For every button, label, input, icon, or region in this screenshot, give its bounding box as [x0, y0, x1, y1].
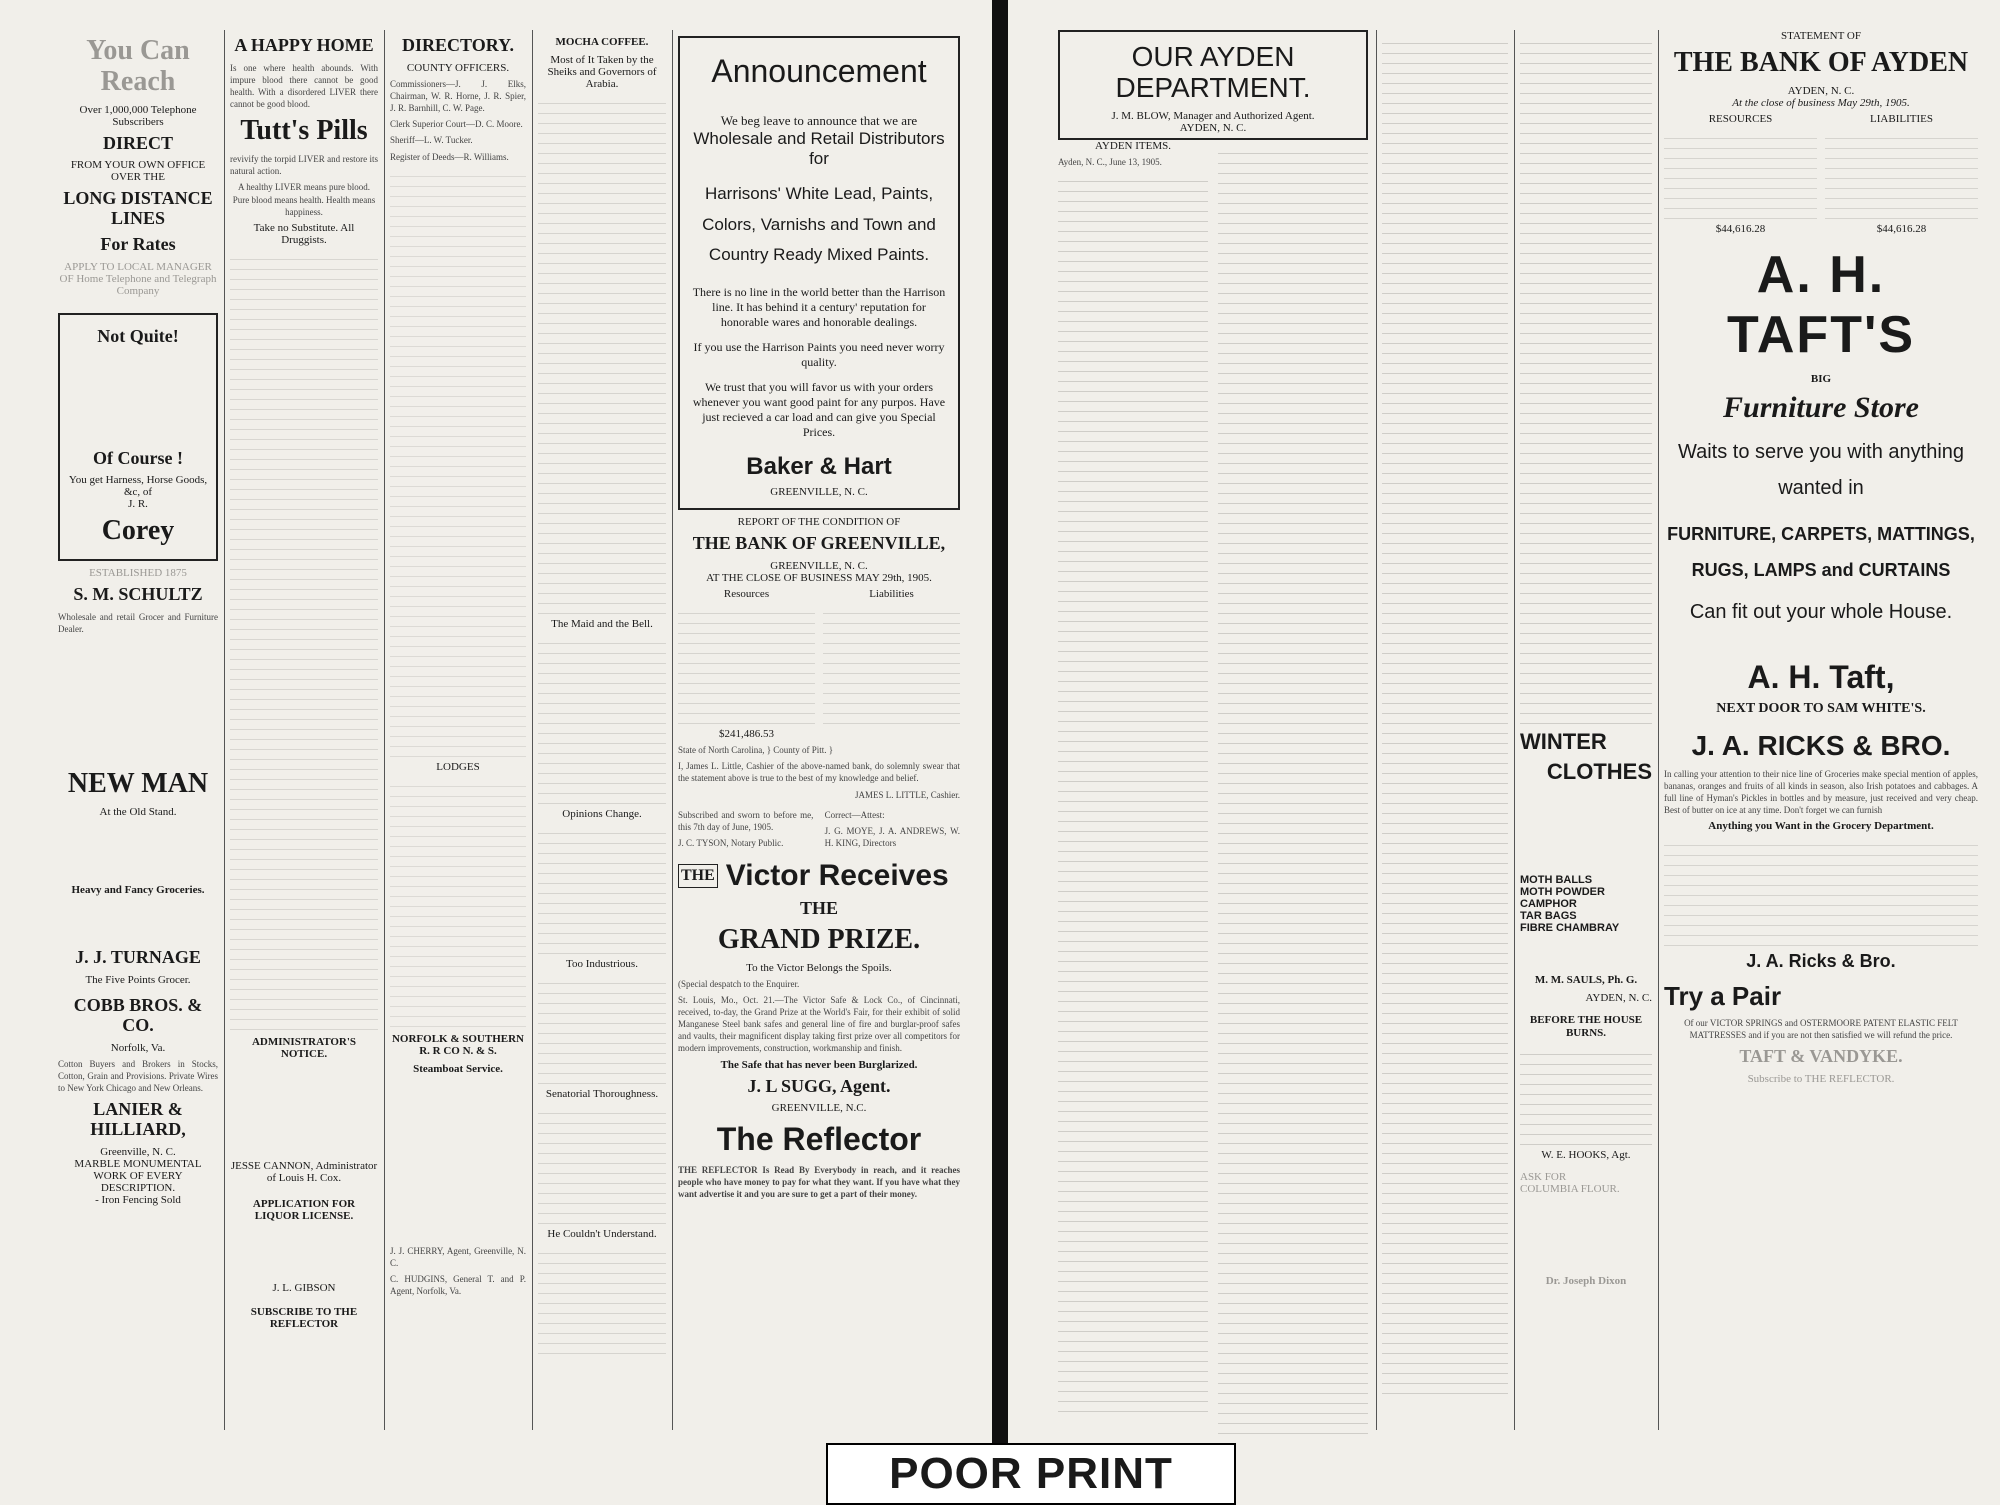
bank-total: $241,486.53	[719, 728, 774, 741]
old-stand-text: At the Old Stand.	[99, 806, 177, 819]
left-column-2	[230, 30, 378, 1330]
liquor-license-heading: APPLICATION FOR LIQUOR LICENSE.	[252, 1198, 356, 1223]
iron-fencing-text: - Iron Fencing Sold	[95, 1193, 181, 1206]
state-county-text: State of North Carolina, } County of Pitt. }	[678, 745, 834, 756]
bank-statement-table	[678, 588, 960, 740]
liabilities-heading: Liabilities	[869, 588, 914, 601]
admin-notice-heading: ADMINISTRATOR'S NOTICE.	[251, 1035, 357, 1060]
big-text: BIG	[1810, 372, 1832, 385]
right-column-2	[1382, 30, 1508, 1398]
maid-article-text	[538, 634, 666, 804]
happy-home-heading: A HAPPY HOME	[234, 35, 374, 55]
notary-signature: J. C. TYSON, Notary Public.	[678, 838, 784, 848]
telephone-subscribers: Over 1,000,000 Telephone Subscribers	[79, 103, 197, 128]
mocha-subheading: Most of It Taken by the Sheiks and Governors of Arabia.	[547, 54, 657, 91]
liquor-signature: J. L. GIBSON	[272, 1282, 336, 1295]
lodges-listing-text	[390, 777, 526, 1027]
ayden-manager-text: J. M. BLOW, Manager and Authorized Agent.	[1111, 109, 1315, 122]
own-office-text: FROM YOUR OWN OFFICE	[70, 159, 206, 172]
schultz-heading: S. M. SCHULTZ	[73, 584, 203, 605]
ricks-body-text: In calling your attention to their nice line of Groceries make special mention of apples, bananas, oranges and fruits of all kinds in season, also Irish potatoes and cabbages. A full line of Hyman's Pickles in bottles and by measure, just received and very cheap. Best of butter on ice at any time. Don't forget we can furnish	[1664, 768, 1978, 816]
mocha-article-text	[538, 94, 666, 614]
cobb-body-text: Cotton Buyers and Brokers in Stocks, Cotton, Grain and Provisions. Private Wires to New York Chicago and New Orleans.	[58, 1058, 218, 1093]
insurance-body-text	[1520, 1045, 1652, 1145]
reflector-heading: The Reflector	[716, 1121, 922, 1158]
bank-ayden-city: AYDEN, N. C.	[1787, 84, 1855, 97]
directors-block	[825, 805, 960, 853]
baker-hart-city: GREENVILLE, N. C.	[770, 486, 868, 499]
left-column-4	[538, 30, 666, 1358]
ricks-detail-text	[1664, 836, 1978, 946]
tar-bags-item: TAR BAGS	[1520, 910, 1577, 923]
cherry-agent-text: J. J. CHERRY, Agent, Greenville, N. C.	[390, 1245, 526, 1269]
liquor-license-body	[230, 1228, 378, 1278]
lanier-heading: LANIER & HILLIARD,	[90, 1098, 186, 1139]
lanier-city: Greenville, N. C.	[100, 1145, 176, 1158]
next-door-text: NEXT DOOR TO SAM WHITE'S.	[1716, 700, 1926, 716]
harrison-line-text: There is no line in the world better than the Harrison line. It has behind it a century' reputation for honorable wares and honorable dealings.	[692, 284, 946, 329]
taft-name-heading: A. H. Taft,	[1747, 658, 1895, 695]
subscribe-reflector-footer: SUBSCRIBE TO THE REFLECTOR	[250, 1306, 358, 1331]
ayden-resources-heading: RESOURCES	[1708, 112, 1773, 125]
harrison-quality-text: If you use the Harrison Paints you need never worry quality.	[693, 339, 945, 369]
wholesale-text: Wholesale and Retail Distributors for	[693, 129, 945, 169]
victor-body-text: St. Louis, Mo., Oct. 21.—The Victor Safe & Lock Co., of Cincinnati, received, to-day, the Grand Prize at the World's Fair, for their exhibit of solid Manganese Steel bank safes and general line of fire and burglar-proof safes and vaults, their magnificent display taking first prize over all competitors for modern improvements, construction, workmanship and finish.	[678, 994, 960, 1054]
not-quite-heading: Not Quite!	[97, 325, 179, 346]
faded-notice-text	[230, 250, 378, 1030]
report-heading: REPORT OF THE CONDITION OF	[737, 516, 901, 529]
ayden-total-left: $44,616.28	[1715, 222, 1766, 235]
taft-heading: A. H. TAFT'S	[1726, 245, 1916, 364]
column-divider	[1514, 30, 1515, 1430]
industrious-article-text	[538, 974, 666, 1084]
cashier-signature: JAMES L. LITTLE, Cashier.	[855, 789, 960, 800]
ayden-department-box	[1058, 30, 1368, 140]
established-year: ESTABLISHED 1875	[89, 567, 187, 580]
norfolk-southern-heading: NORFOLK & SOUTHERN R. R CO N. & S.	[391, 1032, 524, 1057]
direct-heading: DIRECT	[102, 132, 173, 153]
corey-name: Corey	[101, 515, 175, 547]
senatorial-article-text	[538, 1104, 666, 1224]
resources-heading: Resources	[723, 588, 770, 601]
ayden-liabilities-heading: LIABILITIES	[1870, 112, 1933, 125]
liabilities-rows	[823, 604, 960, 724]
special-despatch-text: (Special despatch to the Enquirer.	[678, 978, 800, 989]
baker-hart-heading: Baker & Hart	[746, 452, 892, 480]
bank-liabilities-column	[823, 588, 960, 740]
hooks-agent-text: W. E. HOOKS, Agt.	[1541, 1148, 1631, 1161]
ayden-liabilities-column	[1825, 113, 1978, 235]
mocha-coffee-heading: MOCHA COFFEE.	[555, 36, 649, 48]
commissioners-text: Commissioners—J. J. Elks, Chairman, W. R. Horne, J. R. Spier, J. R. Barnhill, C. W. Page.	[390, 78, 526, 114]
taft-vandyke-heading: TAFT & VANDYKE.	[1739, 1046, 1903, 1067]
bank-resources-column	[678, 588, 815, 740]
close-of-business-text: AT THE CLOSE OF BUSINESS MAY 29th, 1905.	[706, 572, 932, 585]
schultz-subtitle: Wholesale and retail Grocer and Furniture Dealer.	[58, 611, 218, 635]
waits-text: Waits to serve you with anything wanted in	[1677, 440, 1965, 499]
ayden-items-text	[1058, 172, 1208, 1412]
ask-for-text: ASK FOR	[1520, 1170, 1567, 1183]
no-substitute-text: Take no Substitute. All Druggists.	[253, 221, 355, 246]
senatorial-heading: Senatorial Thoroughness.	[545, 1088, 659, 1101]
directory-heading: DIRECTORY.	[402, 35, 514, 55]
try-pair-heading: Try a Pair	[1664, 981, 1782, 1012]
healthy-liver-text: A healthy LIVER means pure blood. Pure blood means health. Health means happiness.	[232, 182, 376, 217]
tutts-text: revivify the torpid LIVER and restore its natural action.	[230, 154, 378, 177]
dixon-heading: Dr. Joseph Dixon	[1545, 1274, 1627, 1287]
of-course-heading: Of Course !	[93, 447, 183, 468]
subscribed-text: Subscribed and sworn to before me, this 7th day of June, 1905.	[678, 809, 814, 832]
left-column-3	[390, 30, 526, 1301]
victor-the-label: THE	[678, 864, 718, 888]
winter-heading: WINTER	[1520, 729, 1607, 754]
furniture-list-text: FURNITURE, CARPETS, MATTINGS, RUGS, LAMPS and CURTAINS	[1667, 523, 1975, 580]
clerk-text: Clerk Superior Court—D. C. Moore.	[390, 119, 523, 130]
local-notices-text-2	[1520, 34, 1652, 724]
never-burglarized-text: The Safe that has never been Burglarized.	[720, 1058, 918, 1071]
tutts-pills-heading: Tutt's Pills	[240, 115, 368, 147]
bank-greenville-heading: THE BANK OF GREENVILLE,	[692, 533, 946, 554]
sheriff-text: Sheriff—L. W. Tucker.	[390, 135, 473, 146]
moth-powder-item: MOTH POWDER	[1520, 886, 1605, 899]
victor-receives-heading: Victor Receives	[725, 859, 949, 893]
right-column-1	[1058, 30, 1368, 1438]
turnage-heading: J. J. TURNAGE	[75, 947, 201, 968]
register-text: Register of Deeds—R. Williams.	[390, 151, 509, 162]
understand-article-text	[538, 1244, 666, 1354]
ricks-signature: J. A. Ricks & Bro.	[1746, 951, 1896, 972]
lanier-body-text: MARBLE MONUMENTAL WORK OF EVERY DESCRIPTION.	[74, 1157, 202, 1194]
before-house-burns-heading: BEFORE THE HOUSE BURNS.	[1529, 1014, 1643, 1039]
furniture-store-heading: Furniture Store	[1723, 390, 1919, 424]
county-officers-heading: COUNTY OFFICERS.	[406, 61, 510, 74]
sugg-agent-heading: J. L SUGG, Agent.	[747, 1075, 891, 1096]
announcement-heading: Announcement	[711, 53, 927, 89]
cobb-heading: COBB BROS. & CO.	[73, 994, 203, 1035]
reflector-body-text: THE REFLECTOR Is Read By Everybody in reach, and it reaches people who have money to pay for what they want. If you have what they want advertise it and you are sure to get a part of their money.	[678, 1164, 960, 1199]
ayden-dept-city: AYDEN, N. C.	[1179, 121, 1247, 134]
directors-names: J. G. MOYE, J. A. ANDREWS, W. H. KING, Directors	[824, 825, 960, 848]
column-divider	[384, 30, 385, 1430]
left-column-5	[678, 30, 960, 1204]
columbia-flour-text: COLUMBIA FLOUR.	[1520, 1182, 1620, 1195]
resources-rows	[678, 604, 815, 724]
grand-prize-heading: GRAND PRIZE.	[717, 923, 921, 955]
camphor-item: CAMPHOR	[1520, 898, 1577, 911]
announcement-text: We beg leave to announce that we are	[720, 113, 918, 129]
ayden-liabilities-rows	[1825, 129, 1978, 219]
bank-ayden-heading: THE BANK OF AYDEN	[1673, 47, 1969, 78]
poor-print-label: POOR PRINT	[826, 1443, 1236, 1505]
lodges-heading: LODGES	[436, 760, 480, 773]
right-column-3	[1520, 30, 1652, 1293]
anything-grocery-text: Anything you Want in the Grocery Department.	[1708, 820, 1934, 833]
column-divider	[532, 30, 533, 1430]
too-industrious-heading: Too Industrious.	[566, 958, 638, 971]
ayden-resources-rows	[1664, 129, 1817, 219]
cashier-oath-text: I, James L. Little, Cashier of the above-named bank, do solemnly swear that the statement above is true to the best of my knowledge and belief.	[678, 761, 960, 784]
try-pair-body: Of our VICTOR SPRINGS and OSTERMOORE PATENT ELASTIC FELT MATTRESSES and if you are not then satisfied we will refund the price.	[1684, 1017, 1958, 1040]
opinions-article-text	[538, 824, 666, 954]
telephone-headline: You Can Reach	[86, 35, 190, 97]
ayden-items-columns	[1058, 140, 1368, 1438]
can-fit-text: Can fit out your whole House.	[1689, 600, 1953, 623]
hudgins-agent-text: C. HUDGINS, General T. and P. Agent, Norfolk, Va.	[390, 1274, 526, 1297]
ayden-department-heading: OUR AYDEN DEPARTMENT.	[1115, 41, 1311, 103]
couldnt-understand-heading: He Couldn't Understand.	[547, 1228, 657, 1241]
new-man-heading: NEW MAN	[67, 768, 209, 800]
ayden-resources-column	[1664, 113, 1817, 235]
ayden-items-heading: AYDEN ITEMS.	[1095, 139, 1171, 152]
sauls-city: AYDEN, N. C.	[1585, 992, 1652, 1005]
statement-of-heading: STATEMENT OF	[1781, 30, 1861, 42]
notary-block	[678, 805, 813, 853]
ayden-items-text-continued	[1218, 144, 1368, 1434]
steamboat-schedule-text	[390, 1081, 526, 1241]
attestation-block	[678, 805, 960, 853]
right-newspaper-page	[1008, 0, 2000, 1505]
flour-body-text	[1520, 1199, 1652, 1269]
maid-bell-heading: The Maid and the Bell.	[551, 618, 653, 631]
announcement-advert	[678, 36, 960, 510]
fibre-chambray-item: FIBRE CHAMBRAY	[1520, 922, 1620, 935]
subscribe-reflector-footer-right: Subscribe to THE REFLECTOR.	[1747, 1072, 1895, 1085]
corey-advert	[58, 313, 218, 561]
column-divider	[224, 30, 225, 1430]
left-newspaper-page	[0, 0, 992, 1505]
sugg-city: GREENVILLE, N.C.	[771, 1102, 867, 1115]
cobb-city: Norfolk, Va.	[110, 1041, 166, 1054]
to-victor-text: To the Victor Belongs the Spoils.	[746, 961, 892, 974]
left-column-1	[58, 30, 218, 1206]
ayden-items-right	[1218, 140, 1368, 1438]
ayden-dateline: Ayden, N. C., June 13, 1905.	[1058, 156, 1162, 167]
moth-balls-item: MOTH BALLS	[1520, 874, 1593, 887]
schultz-body-text	[58, 639, 218, 749]
long-distance-heading: LONG DISTANCE LINES	[63, 188, 213, 229]
heavy-fancy-heading: Heavy and Fancy Groceries.	[71, 884, 205, 897]
correct-attest-text: Correct—Attest:	[824, 809, 885, 820]
opinions-heading: Opinions Change.	[562, 808, 642, 821]
directory-listing-text	[390, 167, 526, 757]
sauls-body-text	[1520, 938, 1652, 968]
corey-initials: J. R.	[128, 498, 148, 511]
for-rates-heading: For Rates	[100, 233, 176, 254]
corey-filler-text	[66, 353, 210, 443]
steamboat-heading: Steamboat Service.	[413, 1062, 503, 1075]
victor-headline-row	[678, 859, 960, 893]
ayden-total-right: $44,616.28	[1876, 222, 1927, 235]
turnage-subtitle: The Five Points Grocer.	[85, 973, 191, 986]
sauls-heading: M. M. SAULS, Ph. G.	[1534, 974, 1638, 987]
ayden-items-left	[1058, 140, 1208, 1438]
clothes-heading: CLOTHES	[1546, 759, 1652, 785]
local-notices-text	[1382, 34, 1508, 1394]
grand-prize-the: THE	[799, 898, 838, 919]
happy-home-text: Is one where health abounds. With impure blood there cannot be good health. With a disordered LIVER there cannot be good blood.	[230, 62, 378, 110]
favor-orders-text: We trust that you will favor us with your orders whenever you want good paint for any purpos. Have just recieved a car load and can give you Special Prices.	[692, 379, 946, 439]
harness-text: You get Harness, Horse Goods, &c, of	[68, 474, 208, 499]
column-divider	[1658, 30, 1659, 1430]
right-column-4	[1664, 30, 1978, 1085]
bank-greenville-city: GREENVILLE, N. C.	[770, 560, 868, 573]
winter-clothes-body	[1520, 790, 1652, 870]
new-man-body-text	[58, 822, 218, 878]
over-the-text: OVER THE	[111, 171, 165, 184]
ayden-bank-table	[1664, 113, 1978, 235]
local-manager-text: APPLY TO LOCAL MANAGER OF Home Telephone and Telegraph Company	[59, 260, 217, 297]
admin-notice-body	[230, 1066, 378, 1156]
admin-signature: JESSE CANNON, Administrator of Louis H. Cox.	[230, 1160, 378, 1185]
column-divider	[672, 30, 673, 1430]
column-divider	[1376, 30, 1377, 1430]
groceries-body-text	[58, 902, 218, 942]
harrisons-paints-text: Harrisons' White Lead, Paints, Colors, Varnishs and Town and Country Ready Mixed Paints.	[702, 184, 936, 265]
ayden-close-text: At the close of business May 29th, 1905.	[1732, 96, 1910, 109]
ricks-heading: J. A. RICKS & BRO.	[1691, 729, 1951, 761]
